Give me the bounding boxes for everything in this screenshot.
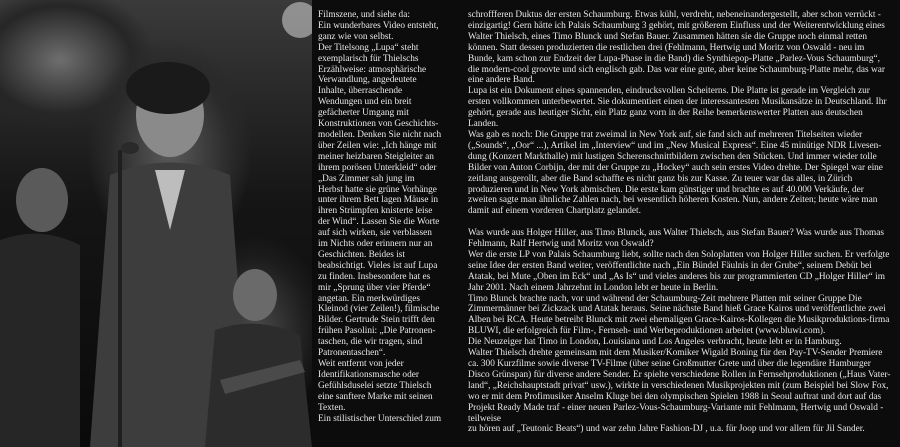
paragraph: Was wurde aus Holger Hiller, aus Timo Blunck, aus Walter Thielsch, aus Stefan Bauer? Was wurde aus Thomas Fehlmann, Ralf Hertwig und Moritz von Oswald? [468,228,885,250]
guitarist-body [205,324,312,447]
singer-hair [126,62,210,114]
paragraph: Timo Blunck brachte nach, vor und während der Schaumburg-Zeit mehrere Platten mit seiner Gruppe Die Zimmermänner bei Zickzack und Atatak heraus. Seine nächste Band hieß Grace Kairos und veröffentlichte zwei Alben bei RCA. Heute betreibt Blunck mit zwei ehemaligen Grace-Kairos-Kollegen die Musikproduktions-firma BLUWI, die erfolgreich für Film-, Fernseh- und Werbeproduktionen arbeitet (www.bluwi.com). [468,293,890,337]
band-photo [0,0,312,447]
paragraph-spacer [468,217,893,228]
stage-light [282,2,312,38]
paragraph: Wer die erste LP von Palais Schaumburg liebt, sollte nach den Soloplatten von Holger Hiller suchen. Er verfolgte seine Idee der ersten Band weiter, veröffentlichte nach „Ein Bündel Fäulnis in der Grube“, seinem Debüt bei Atatak, bei Mute „Oben im Eck“ und „As Is“ und vieles anderes bis zur programmierten CD „Holger Hiller“ im Jahr 2001. Nach einem Jahrzehnt in London lebt er heute in Berlin. [468,249,890,293]
paragraph: Walter Thielsch drehte gemeinsam mit dem Musiker/Komiker Wigald Boning für den Pay-TV-Sender Premiere ca. 300 Kurzfilme sowie diverse TV-Filme (über seine Großmutter Grete und über die legendäre Hamburger Disco Grünspan) für diverse andere Sender. Er spielte verschiedene Rollen in Fernsehproduktionen („Haus Vater-land“, „Reichshauptstadt privat“ usw.), wirkte in verschiedenen Musikprojekten mit (zum Beispiel bei Slow Fox, wo er mit dem Profimusiker Anselm Kluge bei den olympischen Spielen 1988 in Seoul auftrat und dort auf das Projekt Ready Made traf - einer neuen Parlez-Vous-Schaumburg-Variante mit Fehlmann, Hertwig und Oswald - teilweise [468,348,891,424]
right-text-column [468,10,893,435]
paragraph: Lupa ist ein Dokument eines spannenden, eindrucksvollen Scheiterns. Die Platte ist gerade im Vergleich zur ersten vollkommen unterbewertet. Sie dokumentiert einen der interessantesten Musikansätze in Deutschland. Ihr gehört, gerade aus heutiger Sicht, ein Platz ganz vorn in der Reihe bemerkenswerter Platten aus deutschen Landen. [468,86,887,130]
mic-stand [118,150,122,447]
paragraph: Was gab es noch: Die Gruppe trat zweimal in New York auf, sie fand sich auf mehreren Titelseiten wieder („Sounds“, „Oor“ ...), Artikel im „Interview“ und im „New Musical Express“. Eine 45 minütige NDR Livesen-dung (Konzert Markthalle) mit lustigen Scherenschnittbildern zwischen den Stücken. Und immer wieder tolle Bilder von Anton Corbijn, der mit der Gruppe zu „Hockey“ auch sein erstes Video drehte. Der Spiegel war eine zeitlang ausgerollt, aber die Band schaffte es nicht ganz bis zur Kasse. Zu teuer war das alles, in Zürich produzieren und in New York abmischen. Die erste kam günstiger und brachte es auf 40.000 Verkäufe, der zweiten sagte man ähnliche Zahlen nach, bei wesentlich höheren Kosten. Nun, andere Zeiten; heute wäre man damit auf einem vorderen Chartplatz gelandet. [468,129,883,217]
band-photo-figures [0,0,312,447]
left-musician-body [0,234,80,447]
paragraph: zu hören auf „Teutonic Beats“) und war zehn Jahre Fashion-DJ , u.a. für Joop und vor allem für Jil Sander. [468,424,865,435]
paragraph: schroffferen Duktus der ersten Schaumburg. Etwas kühl, verdreht, nebeneinandergestellt, aber schon verrückt - einzigartig! Gern hätte ich Palais Schaumburg 3 gehört, mit größerem Einfluss und der Weiterentwicklung eines Walter Thielsch, eines Timo Blunck und Stefan Bauer. Zusammen hätten sie die Gruppe noch einmal retten können. Statt dessen produzierten die restlichen drei (Fehlmann, Hertwig und Moritz von Oswald - neu im Bunde, kam schon zur Endzeit der Lupa-Phase in die Band) die Synthiepop-Platte „Parlez-Vous Schaumburg“, die modern-cool groovte und sich englisch gab. Das war eine gute, aber keine Schaumburg-Platte mehr, das war eine andere Band. [468,10,885,86]
left-musician-head [16,168,68,232]
microphone [121,142,139,154]
paragraph: Die Neuzeiger hat Timo in London, Louisiana und Los Angeles verbracht, heute lebt er in Hamburg. [468,337,842,348]
guitarist-head [233,269,277,321]
left-text-column: Filmszene, und siehe da: Ein wunderbares Video entsteht, ganz wie von selbst. Der Titelsong „Lupa“ steht exemplarisch für Thielschs Erzählweise: atmosphärische Verwandlung, angedeutete Inhalte, überraschende Wendungen und ein breit gefächerter Umgang mit Konstruktionen von Geschichts- modellen. Denken Sie nicht nach über Zeilen wie: „Ich hänge mit meiner heizbaren Steigleiter an ihrem porösen Unterkleid“ oder „Das Zimmer sah jung im Herbst hatte sie grüne Vorhänge unter ihrem Bett lagen Mäuse in ihren Strümpfen knisterte leise der Wind“. Lassen Sie die Worte auf sich wirken, sie verblassen im Nichts oder erinnern nur an Geschichten. Beides ist beabsichtigt. Vieles ist auf Lupa zu finden. Insbesondere hat es mir „Sprung über vier Pferde“ angetan. Ein merkwürdiges Kleinod (vier Zeilen!), filmische Bilder. Gertrude Stein trifft den frühen Pasolini: „Die Patronen- taschen, die wir tragen, sind Patronentaschen“. Weit entfernt von jeder Identifikationsmasche oder Gefühlsduselei setzte Thielsch eine sanftere Marke mit seinen Texten. Ein stilistischer Unterschied zum [318,10,442,424]
